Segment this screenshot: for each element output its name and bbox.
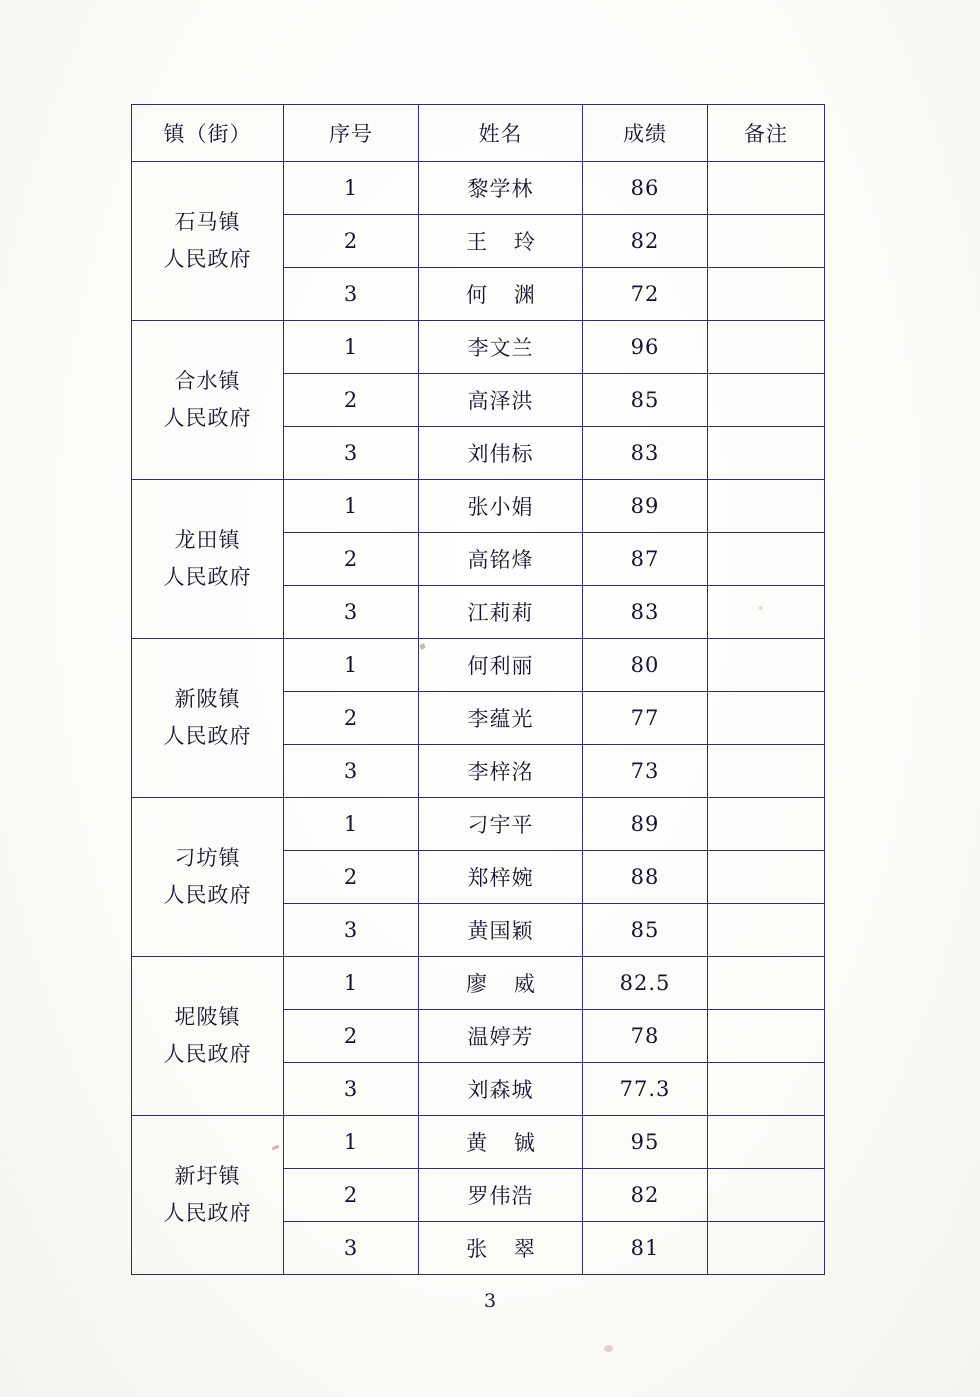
index-cell: 3 [284,1222,419,1275]
score-cell: 78 [583,1010,708,1063]
grade-table [131,104,825,1275]
index-cell: 1 [284,480,419,533]
note-cell [708,427,825,480]
note-cell [708,639,825,692]
name-cell: 王 玲 [419,215,583,268]
note-cell [708,162,825,215]
note-cell [708,1063,825,1116]
name-cell: 李文兰 [419,321,583,374]
score-cell: 80 [583,639,708,692]
note-cell [708,851,825,904]
score-cell: 83 [583,427,708,480]
score-cell: 96 [583,321,708,374]
page-number: 3 [483,1290,497,1312]
table-row [132,957,825,1010]
note-cell [708,1010,825,1063]
header-index: 序号 [284,105,419,162]
name-cell: 黄国颖 [419,904,583,957]
town-cell [132,321,284,480]
name-cell: 李梓洺 [419,745,583,798]
index-cell: 1 [284,639,419,692]
header-name: 姓名 [419,105,583,162]
score-cell: 82.5 [583,957,708,1010]
town-name-line1: 龙田镇 [174,528,241,553]
table-header-row [132,105,825,162]
name-cell: 高泽洪 [419,374,583,427]
score-cell: 81 [583,1222,708,1275]
table-row [132,798,825,851]
index-cell: 2 [284,533,419,586]
note-cell [708,268,825,321]
index-cell: 2 [284,215,419,268]
index-cell: 2 [284,1169,419,1222]
score-cell: 86 [583,162,708,215]
grade-table-container [131,104,824,1275]
name-cell: 张小娟 [419,480,583,533]
index-cell: 3 [284,427,419,480]
name-cell: 江莉莉 [419,586,583,639]
town-name-line2: 人民政府 [163,883,252,907]
note-cell [708,321,825,374]
note-cell [708,533,825,586]
note-cell [708,586,825,639]
index-cell: 3 [284,268,419,321]
note-cell [708,745,825,798]
note-cell [708,1116,825,1169]
name-cell: 黎学林 [419,162,583,215]
score-cell: 89 [583,480,708,533]
note-cell [708,957,825,1010]
town-name-line1: 坭陂镇 [174,1005,241,1030]
score-cell: 82 [583,1169,708,1222]
score-cell: 77 [583,692,708,745]
header-note: 备注 [708,105,825,162]
town-name-line1: 刁坊镇 [174,846,241,871]
note-cell [708,215,825,268]
index-cell: 2 [284,692,419,745]
name-cell: 罗伟浩 [419,1169,583,1222]
town-name-line2: 人民政府 [163,724,252,748]
town-name-line1: 石马镇 [174,210,241,235]
index-cell: 3 [284,745,419,798]
town-cell [132,162,284,321]
score-cell: 83 [583,586,708,639]
index-cell: 1 [284,321,419,374]
name-cell: 何 渊 [419,268,583,321]
index-cell: 2 [284,1010,419,1063]
scan-speckle [604,1345,613,1352]
index-cell: 1 [284,957,419,1010]
town-name-line2: 人民政府 [163,1042,252,1066]
index-cell: 3 [284,586,419,639]
score-cell: 72 [583,268,708,321]
index-cell: 1 [284,1116,419,1169]
name-cell: 张 翠 [419,1222,583,1275]
name-cell: 高铭烽 [419,533,583,586]
score-cell: 88 [583,851,708,904]
note-cell [708,1169,825,1222]
town-cell [132,798,284,957]
index-cell: 1 [284,162,419,215]
table-row [132,639,825,692]
index-cell: 2 [284,374,419,427]
note-cell [708,904,825,957]
name-cell: 刁宇平 [419,798,583,851]
note-cell [708,480,825,533]
header-town: 镇（街） [132,105,284,162]
town-cell [132,480,284,639]
score-cell: 89 [583,798,708,851]
note-cell [708,692,825,745]
index-cell: 3 [284,904,419,957]
town-cell [132,639,284,798]
name-cell: 何利丽 [419,639,583,692]
name-cell: 刘森城 [419,1063,583,1116]
score-cell: 95 [583,1116,708,1169]
index-cell: 3 [284,1063,419,1116]
table-row [132,480,825,533]
note-cell [708,374,825,427]
index-cell: 2 [284,851,419,904]
note-cell [708,1222,825,1275]
name-cell: 李蕴光 [419,692,583,745]
score-cell: 87 [583,533,708,586]
score-cell: 77.3 [583,1063,708,1116]
score-cell: 82 [583,215,708,268]
table-row [132,321,825,374]
table-row [132,1116,825,1169]
score-cell: 85 [583,374,708,427]
name-cell: 廖 威 [419,957,583,1010]
note-cell [708,798,825,851]
town-cell [132,1116,284,1275]
town-name-line1: 合水镇 [174,369,241,394]
name-cell: 郑梓婉 [419,851,583,904]
town-name-line2: 人民政府 [163,406,252,430]
town-cell [132,957,284,1116]
town-name-line2: 人民政府 [163,1201,252,1225]
town-name-line2: 人民政府 [163,565,252,589]
score-cell: 85 [583,904,708,957]
score-cell: 73 [583,745,708,798]
name-cell: 温婷芳 [419,1010,583,1063]
town-name-line1: 新陂镇 [174,687,241,712]
header-score: 成绩 [583,105,708,162]
town-name-line1: 新圩镇 [174,1164,241,1189]
town-name-line2: 人民政府 [163,247,252,271]
name-cell: 刘伟标 [419,427,583,480]
index-cell: 1 [284,798,419,851]
table-row [132,162,825,215]
name-cell: 黄 铖 [419,1116,583,1169]
